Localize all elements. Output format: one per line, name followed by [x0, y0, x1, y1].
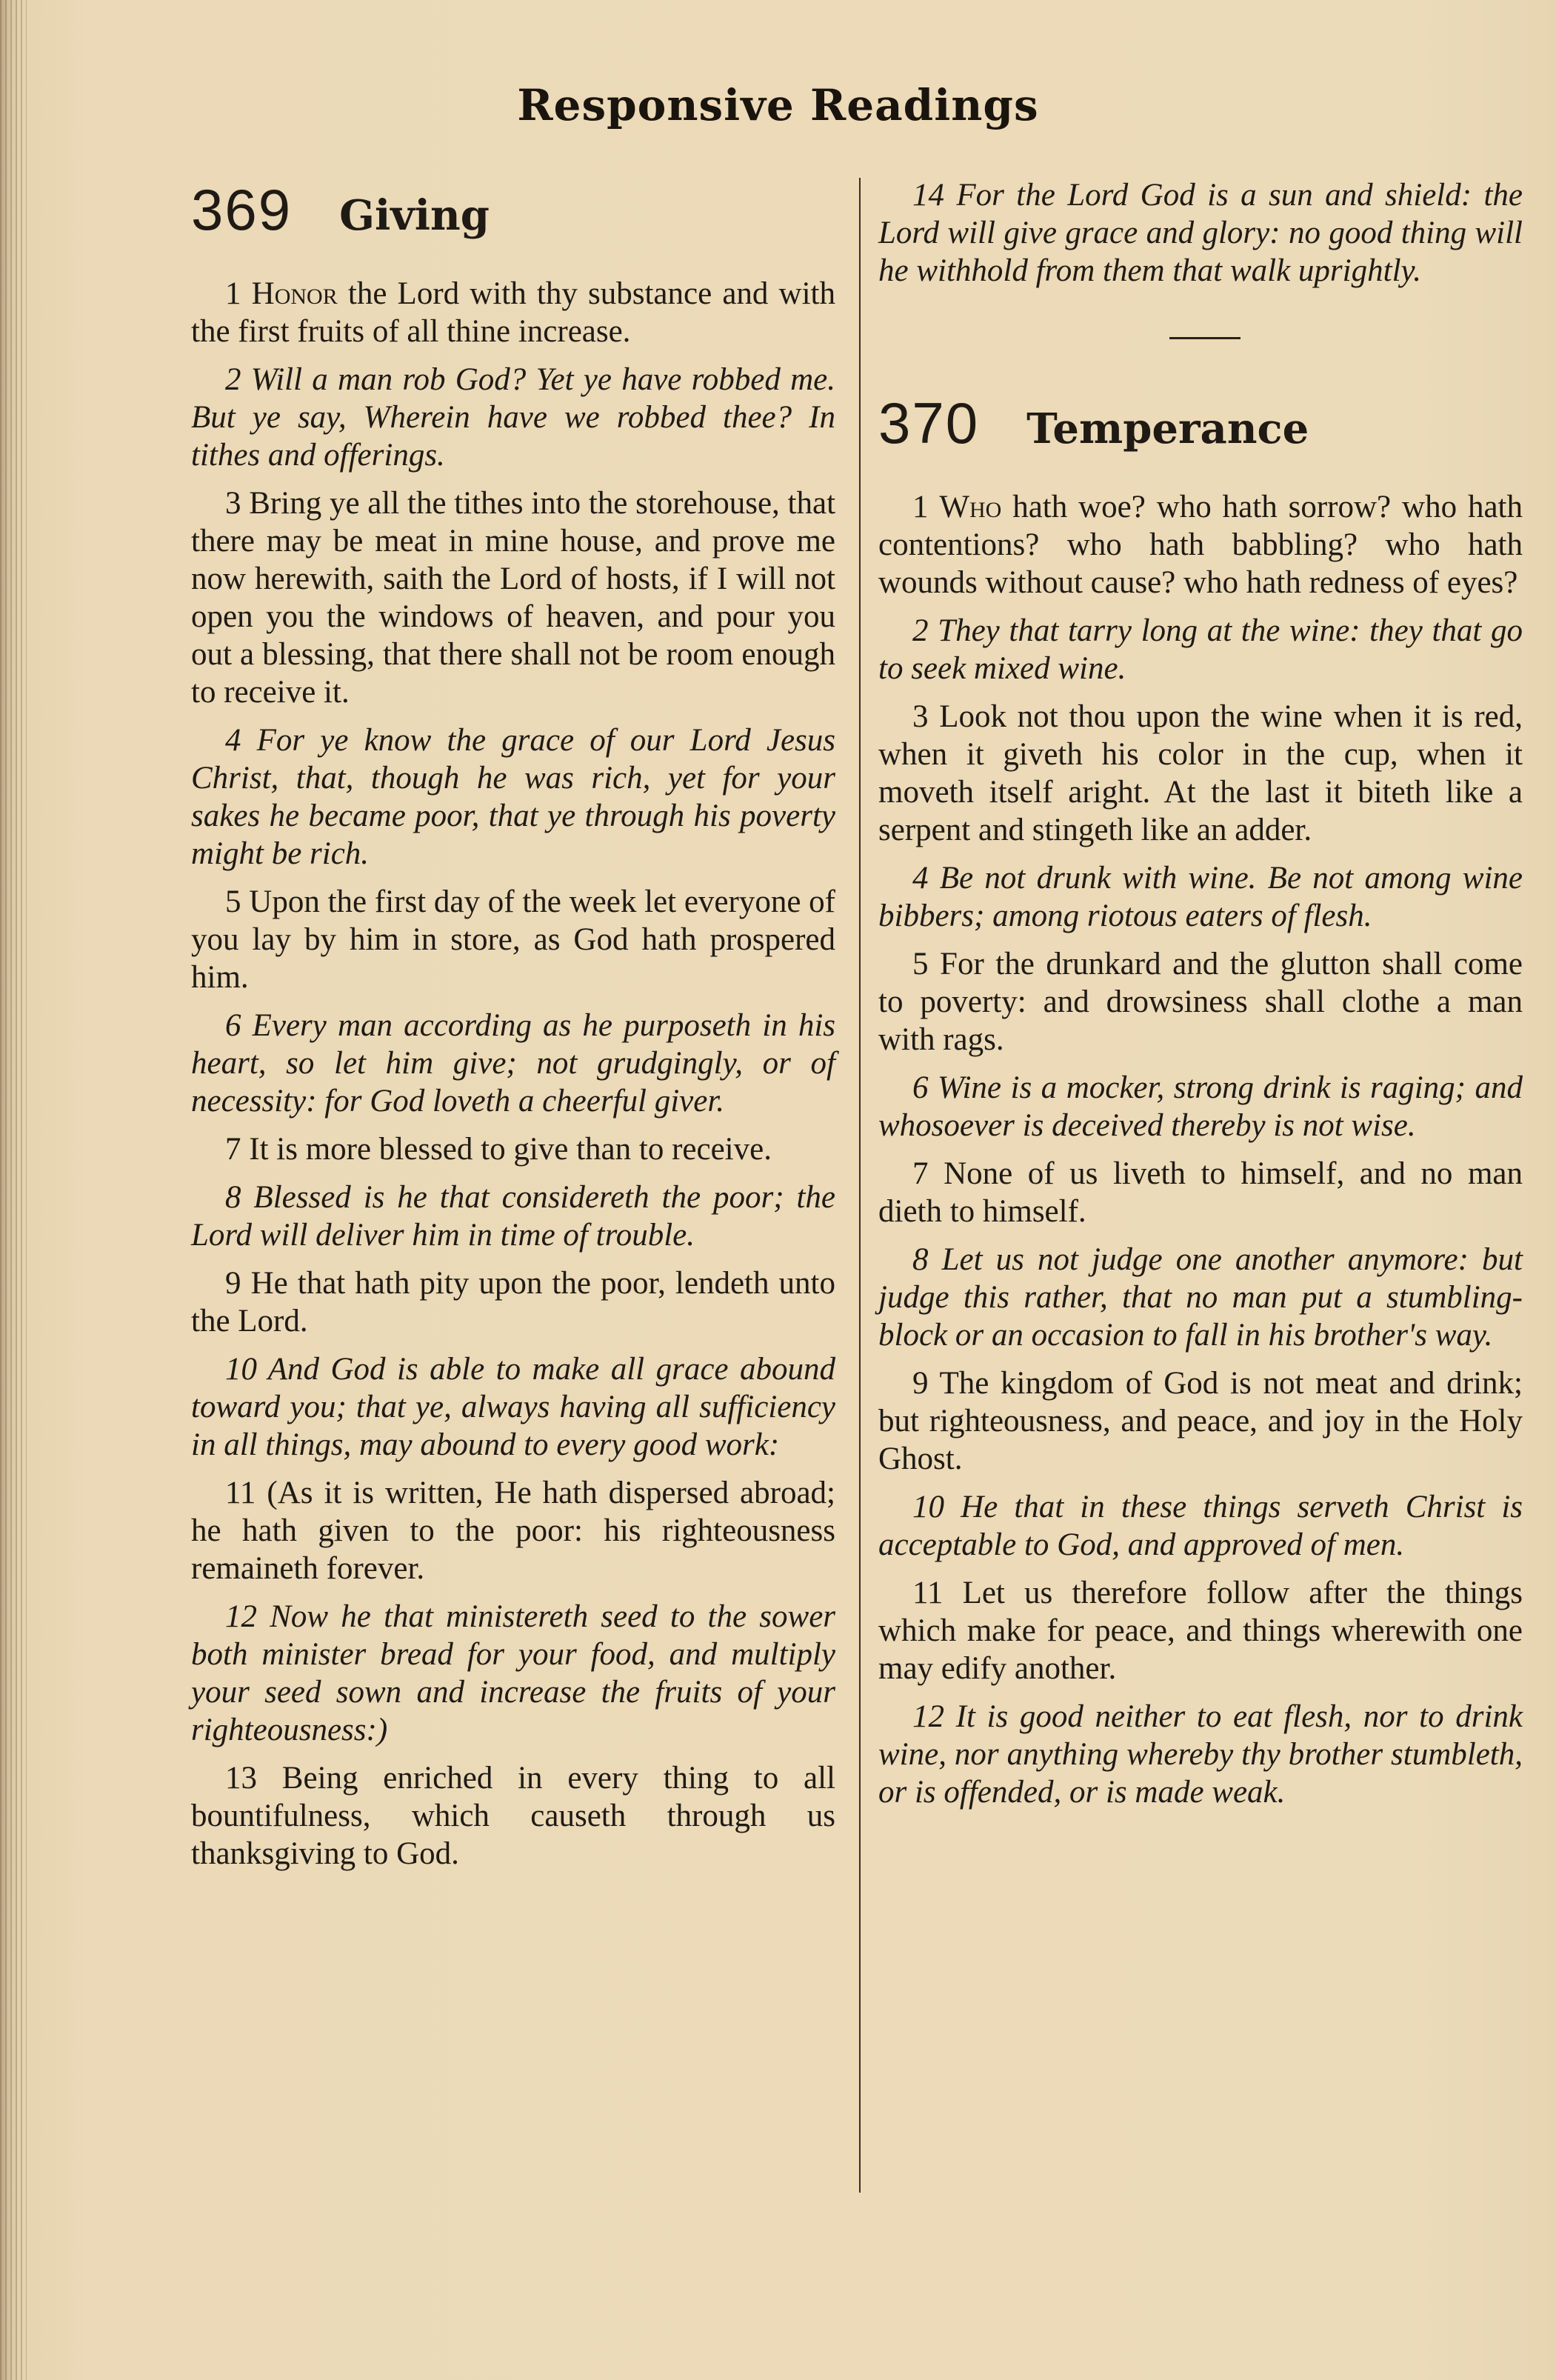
verse-lead-word: Honor [251, 276, 338, 311]
verse-number: 5 [912, 947, 929, 981]
verse-number: 10 [225, 1352, 257, 1387]
verse-text: And God is able to make all grace abound toward you; that ye, always having all sufficiency in all things, may abound to every good work: [191, 1352, 835, 1462]
verse [878, 1364, 1523, 1478]
verse-number: 6 [225, 1008, 241, 1043]
verse-response [191, 1598, 835, 1749]
verse-number: 13 [225, 1761, 257, 1796]
verse-text: They that tarry long at the wine: they that go to seek mixed wine. [878, 613, 1523, 686]
verse-number: 9 [912, 1366, 929, 1401]
verse [191, 1130, 835, 1168]
verse-number: 10 [912, 1490, 944, 1524]
book-binding-edge [0, 0, 27, 2380]
verse-text: (As it is written, He hath dispersed abroad; he hath given to the poor: his righteousness remaineth forever. [191, 1476, 835, 1586]
reading-title: Giving [339, 191, 490, 240]
left-column [191, 176, 835, 1883]
verse-number: 7 [912, 1156, 929, 1191]
verse-response [878, 1488, 1523, 1564]
verse-response [191, 361, 835, 474]
verse-number: 11 [225, 1476, 256, 1510]
verse [878, 488, 1523, 601]
right-column [878, 176, 1523, 1821]
reading-number: 370 [878, 390, 980, 456]
verse-text: The kingdom of God is not meat and drink; but righteousness, and peace, and joy in the Holy Ghost. [878, 1366, 1523, 1476]
running-head: Responsive Readings [517, 80, 1039, 130]
verse-number: 3 [912, 699, 929, 734]
verse-response [878, 1069, 1523, 1144]
verse-text: For the drunkard and the glutton shall come to poverty: and drowsiness shall clothe a man with rags. [878, 947, 1523, 1057]
verse-text: For the Lord God is a sun and shield: the Lord will give grace and glory: no good thing will he withhold from them that walk uprightly. [878, 178, 1523, 288]
verse-text: Being enriched in every thing to all bountifulness, which causeth through us thanksgiving to God. [191, 1761, 836, 1871]
verse-number: 4 [225, 723, 241, 758]
verse-number: 12 [225, 1599, 257, 1634]
verse-text: hath woe? who hath sorrow? who hath contentions? who hath babbling? who hath wounds without cause? who hath redness of eyes? [878, 490, 1523, 600]
verse-number: 4 [912, 861, 929, 896]
verse [191, 1474, 835, 1587]
verse-lead-word: Who [939, 490, 1002, 524]
reading-title: Temperance [1026, 404, 1309, 453]
verse-response [878, 1241, 1523, 1354]
verse-text: Wine is a mocker, strong drink is raging; and whosoever is deceived thereby is not wise. [878, 1070, 1523, 1143]
verse-text: Will a man rob God? Yet ye have robbed me. But ye say, Wherein have we robbed thee? In tithes and offerings. [191, 362, 835, 473]
verse-number: 2 [225, 362, 241, 397]
verse-text: Be not drunk with wine. Be not among wine bibbers; among riotous eaters of flesh. [878, 861, 1523, 933]
verse-number: 1 [225, 276, 241, 311]
reading-header [191, 176, 835, 244]
reading-number: 369 [191, 177, 293, 242]
verse-number: 5 [225, 884, 241, 919]
verse-response [191, 721, 835, 873]
verse-text: Let us not judge one another anymore: but judge this rather, that no man put a stumbling-block or an occasion to fall in his brother's way. [878, 1242, 1523, 1353]
verse-number: 6 [912, 1070, 929, 1105]
verse-response [191, 1179, 835, 1254]
verse-number: 12 [912, 1699, 944, 1734]
verse-text: For ye know the grace of our Lord Jesus Christ, that, though he was rich, yet for your sakes he became poor, that ye through his poverty might be rich. [191, 723, 835, 871]
verse-number: 3 [225, 486, 241, 521]
verse-response [878, 612, 1523, 687]
section-divider [1169, 337, 1241, 339]
verse-number: 8 [912, 1242, 929, 1277]
reading-header [878, 390, 1523, 457]
verse-text: Now he that ministereth seed to the sower both minister bread for your food, and multiply your seed sown and increase the fruits of your righteousness:) [191, 1599, 836, 1747]
verse-number: 14 [912, 178, 944, 213]
verse-response [878, 859, 1523, 935]
verse-text: Every man according as he purposeth in his heart, so let him give; not grudgingly, or of necessity: for God loveth a cheerful giver. [191, 1008, 835, 1119]
column-divider [859, 178, 861, 2193]
verse [878, 945, 1523, 1059]
verse [191, 1759, 835, 1873]
verse [878, 1574, 1523, 1687]
verse-text: He that hath pity upon the poor, lendeth unto the Lord. [191, 1266, 835, 1339]
verse-number: 8 [225, 1180, 241, 1215]
verse-text: It is more blessed to give than to receive. [249, 1132, 772, 1167]
verse-text: None of us liveth to himself, and no man dieth to himself. [878, 1156, 1523, 1229]
verse-response [878, 176, 1523, 290]
verse-number: 1 [912, 490, 929, 524]
verse-text: Let us therefore follow after the things which make for peace, and things wherewith one may edify another. [878, 1576, 1523, 1686]
verse-response [878, 1698, 1523, 1811]
verse [191, 883, 835, 996]
verse [191, 484, 835, 711]
verse-response [191, 1007, 835, 1120]
verse-number: 11 [912, 1576, 944, 1610]
verse-text: Bring ye all the tithes into the storehouse, that there may be meat in mine house, and prove me now herewith, saith the Lord of hosts, if I will not open you the windows of heaven, and pour you out a blessing, that there shall not be room enough to receive it. [191, 486, 836, 710]
verse-text: Look not thou upon the wine when it is red, when it giveth his color in the cup, when it moveth itself aright. At the last it biteth like a serpent and stingeth like an adder. [878, 699, 1523, 847]
verse-number: 9 [225, 1266, 241, 1301]
verse-text: It is good neither to eat flesh, nor to drink wine, nor anything whereby thy brother stumbleth, or is offended, or is made weak. [878, 1699, 1523, 1810]
verse-number: 2 [912, 613, 929, 648]
verse [191, 1264, 835, 1340]
verse [191, 275, 835, 350]
verse [878, 1155, 1523, 1230]
verse-text: Upon the first day of the week let everyone of you lay by him in store, as God hath prospered him. [191, 884, 836, 995]
verse-text: Blessed is he that considereth the poor; the Lord will deliver him in time of trouble. [191, 1180, 835, 1253]
verse-response [191, 1350, 835, 1464]
verse-text: the Lord with thy substance and with the first fruits of all thine increase. [191, 276, 836, 349]
verse [878, 698, 1523, 849]
verse-number: 7 [225, 1132, 241, 1167]
verse-text: He that in these things serveth Christ is acceptable to God, and approved of men. [878, 1490, 1523, 1562]
